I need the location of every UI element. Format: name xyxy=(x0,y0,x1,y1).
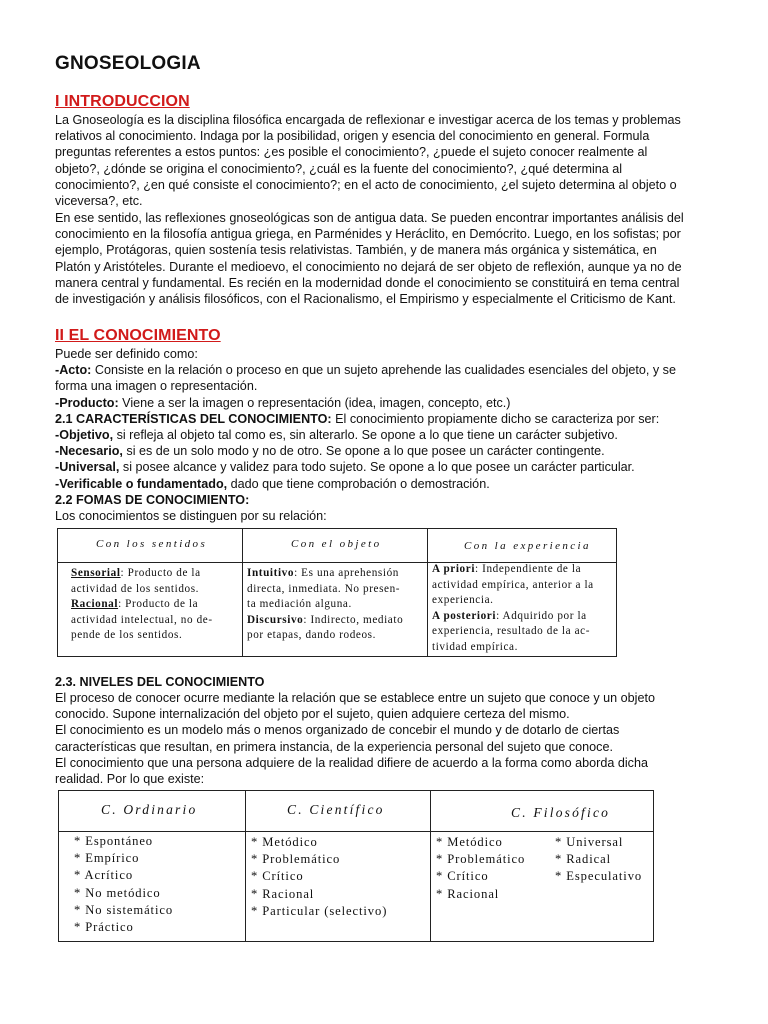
list-item: * Universal xyxy=(555,835,624,849)
verificable-line xyxy=(55,476,723,492)
universal-text: si posee alcance y validez para todo sujeto. Se opone a lo que posee un carácter particular. xyxy=(119,460,635,475)
caracteristicas-label: 2.1 CARACTERÍSTICAS DEL CONOCIMIENTO: xyxy=(55,411,332,426)
term-sensorial: Sensorial xyxy=(71,567,121,579)
list-item: * Problemático xyxy=(251,852,341,867)
section-heading-conocimiento: II EL CONOCIMIENTO xyxy=(55,327,221,344)
table-cell-cientifico xyxy=(251,834,387,920)
term-a-priori: A priori xyxy=(432,563,476,575)
column-divider xyxy=(242,529,243,656)
list-item: * Metódico xyxy=(251,835,318,849)
table-cell-ordinario xyxy=(74,833,173,936)
text-line: conocimiento?, ¿en qué consiste el conocimiento?; en el acto de conocimiento, ¿el sujeto determina al objeto o xyxy=(55,177,677,192)
table-header-ordinario: C. Ordinario xyxy=(101,802,198,817)
term-a-posteriori: A posteriori xyxy=(432,609,497,622)
verificable-label: -Verificable o fundamentado, xyxy=(55,476,228,491)
term-discursivo: Discursivo xyxy=(247,613,304,626)
text-line: viceversa?, etc. xyxy=(55,194,143,209)
cell-text: : Adquirido por la xyxy=(496,609,587,622)
cell-line: actividad empírica, anterior a la xyxy=(432,578,594,591)
objetivo-label: -Objetivo, xyxy=(55,428,114,443)
term-racional: Racional xyxy=(71,598,119,610)
cell-line: tividad empírica. xyxy=(432,640,518,653)
text-line: Puede ser definido como: xyxy=(55,347,198,361)
producto-label: -Producto: xyxy=(55,395,119,410)
list-item: * Radical xyxy=(555,852,612,867)
formas-label: 2.2 FOMAS DE CONOCIMIENTO: xyxy=(55,492,250,507)
list-item: * Acrítico xyxy=(74,868,134,883)
list-item: * Especulativo xyxy=(555,869,643,884)
verificable-text: dado que tiene comprobación o demostración. xyxy=(227,476,490,491)
text-line: realidad. Por lo que existe: xyxy=(55,772,205,787)
table-header-objeto: Con el objeto xyxy=(291,538,382,550)
cell-line: actividad de los sentidos. xyxy=(71,582,200,595)
acto-text: Consiste en la relación o proceso en que un sujeto aprehende las cualidades esenciales del objeto, y se xyxy=(91,363,676,378)
table-cell-experiencia xyxy=(432,562,594,655)
text-line: objeto?, ¿dónde se origina el conocimiento?, ¿cuál es la fuente del conocimiento?, ¿qué determina al xyxy=(55,161,623,176)
intro-paragraph-1 xyxy=(55,112,723,209)
text-line: relativos al conocimiento. Indaga por la posibilidad, origen y esencia del conocimiento en general. Formula xyxy=(55,129,650,144)
text-line: En ese sentido, las reflexiones gnoseológicas son de antigua data. Se pueden encontrar importantes análisis del xyxy=(55,211,684,225)
column-divider xyxy=(427,529,428,656)
list-item: * No sistemático xyxy=(74,902,174,917)
cell-line xyxy=(247,566,403,582)
list-item: * Crítico xyxy=(251,869,304,884)
document-title: GNOSEOLOGIA xyxy=(55,53,201,74)
list-item: * Problemático xyxy=(436,852,526,867)
cell-text: : Independiente de la xyxy=(475,563,582,575)
column-divider xyxy=(245,791,246,941)
column-divider xyxy=(430,791,431,941)
cell-line xyxy=(432,562,594,578)
producto-text: Viene a ser la imagen o representación (idea, imagen, concepto, etc.) xyxy=(118,395,511,410)
universal-line xyxy=(55,459,723,475)
cell-text: : Indirecto, mediato xyxy=(303,613,404,626)
list-item: * Racional xyxy=(251,886,315,901)
table-header-cientifico: C. Científico xyxy=(287,802,385,817)
list-item: * Metódico xyxy=(436,835,503,849)
niveles-table xyxy=(58,790,654,942)
table-cell-sentidos xyxy=(71,566,213,644)
text-line: forma una imagen o representación. xyxy=(55,379,258,394)
cell-line xyxy=(71,597,213,613)
text-line: Los conocimientos se distinguen por su relación: xyxy=(55,509,327,524)
table-cell-filosofico-a xyxy=(436,834,525,903)
intro-paragraph-2 xyxy=(55,210,723,307)
text-line: La Gnoseología es la disciplina filosófica encargada de reflexionar e investigar acerca de los temas y problemas xyxy=(55,113,681,127)
list-item: * Crítico xyxy=(436,869,489,884)
acto-label: -Acto: xyxy=(55,363,92,378)
term-intuitivo: Intuitivo xyxy=(247,567,295,579)
text-line: de investigación y análisis filosóficos, con el Racionalismo, el Empirismo y especialmente el Criticismo de Kant. xyxy=(55,292,676,307)
text-line: Platón y Aristóteles. Durante el medioevo, el conocimiento no dejará de ser objeto de reflexión, aunque ya no de xyxy=(55,259,682,274)
cell-line xyxy=(247,613,403,629)
cell-line xyxy=(71,566,213,582)
section-heading-introduccion: I INTRODUCCION xyxy=(55,93,190,110)
list-item: * Empírico xyxy=(74,851,140,866)
necesario-text: si es de un solo modo y no de otro. Se opone a lo que posee un carácter contingente. xyxy=(122,444,605,459)
cell-line xyxy=(432,609,594,625)
text-line: ejemplo, Protágoras, quien sostenía tesis relativistas. También, y de manera más orgánica y sistemática, en xyxy=(55,243,657,258)
caracteristicas-text: El conocimiento propiamente dicho se caracteriza por ser: xyxy=(331,411,660,426)
cell-text: : Producto de la xyxy=(118,598,199,610)
acto-line xyxy=(55,362,723,378)
necesario-label: -Necesario, xyxy=(55,444,123,459)
producto-line xyxy=(55,395,723,411)
table-header-filosofico: C. Filosófico xyxy=(511,805,611,820)
formas-line xyxy=(55,492,723,508)
objetivo-line xyxy=(55,427,723,443)
list-item: * Espontáneo xyxy=(74,834,154,848)
cell-line: directa, inmediata. No presen- xyxy=(247,582,401,595)
text-line: El proceso de conocer ocurre mediante la relación que se establece entre un sujeto que conoce y un objeto xyxy=(55,691,655,705)
formas-table xyxy=(57,528,617,657)
list-item: * No metódico xyxy=(74,885,161,900)
list-item: * Particular (selectivo) xyxy=(251,903,388,918)
universal-label: -Universal, xyxy=(55,460,120,475)
cell-line: ta mediación alguna. xyxy=(247,598,352,610)
caracteristicas-line xyxy=(55,411,723,427)
text-line: El conocimiento que una persona adquiere de la realidad difiere de acuerdo a la forma como aborda dicha xyxy=(55,755,648,770)
niveles-heading: 2.3. NIVELES DEL CONOCIMIENTO xyxy=(55,675,265,689)
cell-text: : Producto de la xyxy=(120,567,201,579)
table-header-experiencia: Con la experiencia xyxy=(464,540,591,552)
table-cell-objeto xyxy=(247,566,403,644)
table-header-sentidos: Con los sentidos xyxy=(96,538,208,550)
table-cell-filosofico-b xyxy=(555,834,642,886)
conocimiento-body xyxy=(55,346,723,524)
cell-line: pende de los sentidos. xyxy=(71,629,183,641)
text-line: preguntas referentes a estos puntos: ¿es posible el conocimiento?, ¿puede el sujeto conocer realmente al xyxy=(55,145,648,160)
cell-text: : Es una aprehensión xyxy=(294,567,399,579)
list-item: * Práctico xyxy=(74,920,134,935)
objetivo-text: si refleja al objeto tal como es, sin alterarlo. Se opone a lo que tiene un carácter subjetivo. xyxy=(113,428,618,443)
cell-line: experiencia, resultado de la ac- xyxy=(432,625,591,637)
list-item: * Racional xyxy=(436,886,500,901)
text-line: conocido. Supone internalización del objeto por el sujeto, quien adquiere certeza del mismo. xyxy=(55,707,570,722)
text-line: El conocimiento es un modelo más o menos organizado de concebir el mundo y de dotarlo de ciertas xyxy=(55,723,620,738)
niveles-body xyxy=(55,690,723,787)
text-line: características que resultan, en primera instancia, de la experiencia personal del sujeto que conoce. xyxy=(55,739,613,754)
cell-line: experiencia. xyxy=(432,594,494,606)
text-line: conocimiento en la filosofía antigua griega, en Parménides y Heráclito, en Demócrito. Luego, en los sofistas; por xyxy=(55,227,681,242)
cell-line: actividad intelectual, no de- xyxy=(71,613,213,626)
text-line: manera central y fundamental. Es recién en la modernidad donde el conocimiento se constituirá en tema central xyxy=(55,275,680,290)
cell-line: por etapas, dando rodeos. xyxy=(247,629,377,641)
necesario-line xyxy=(55,443,723,459)
